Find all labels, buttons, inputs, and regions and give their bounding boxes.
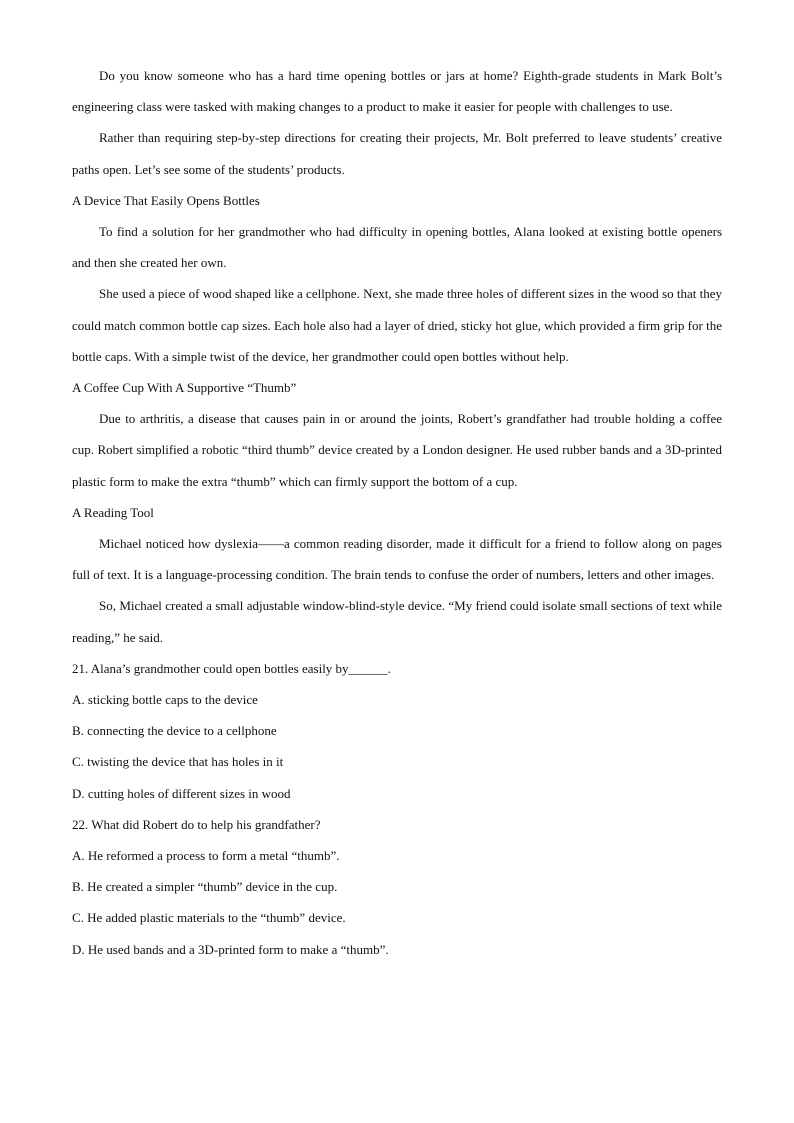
question-22-option-d: D. He used bands and a 3D-printed form to make a “thumb”. <box>72 941 389 957</box>
reading-tool-paragraph-1: Michael noticed how dyslexia——a common reading disorder, made it difficult for a friend to follow along on pages full of text. It is a language-processing condition. The brain tends to confuse the order of numbers, letters and other images. <box>72 536 722 583</box>
section-heading-coffee-cup: A Coffee Cup With A Supportive “Thumb” <box>72 380 297 396</box>
coffee-cup-paragraph-1: Due to arthritis, a disease that causes pain in or around the joints, Robert’s grandfather had trouble holding a coffee cup. Robert simplified a robotic “third thumb” device created by a London designer. He used rubber bands and a 3D-printed plastic form to make the extra “thumb” which can firmly support the bottom of a cup. <box>72 411 722 489</box>
section-heading-bottle-opener: A Device That Easily Opens Bottles <box>72 192 260 208</box>
question-21-option-d: D. cutting holes of different sizes in wood <box>72 785 291 801</box>
section-heading-reading-tool: A Reading Tool <box>72 504 154 520</box>
question-21-stem: 21. Alana’s grandmother could open bottles easily by______. <box>72 660 391 676</box>
question-21-option-b: B. connecting the device to a cellphone <box>72 723 277 739</box>
bottle-opener-paragraph-1: To find a solution for her grandmother who had difficulty in opening bottles, Alana looked at existing bottle openers and then she created her own. <box>72 224 722 271</box>
question-21-option-a: A. sticking bottle caps to the device <box>72 692 258 708</box>
reading-tool-paragraph-2: So, Michael created a small adjustable window-blind-style device. “My friend could isolate small sections of text while reading,” he said. <box>72 598 722 645</box>
question-22-option-c: C. He added plastic materials to the “thumb” device. <box>72 910 346 926</box>
intro-paragraph-2: Rather than requiring step-by-step directions for creating their projects, Mr. Bolt preferred to leave students’ creative paths open. Let’s see some of the students’ products. <box>72 130 722 177</box>
bottle-opener-paragraph-2: She used a piece of wood shaped like a cellphone. Next, she made three holes of different sizes in the wood so that they could match common bottle cap sizes. Each hole also had a layer of dried, sticky hot glue, which provided a firm grip for the bottle caps. With a simple twist of the device, her grandmother could open bottles without help. <box>72 286 722 364</box>
question-22-option-b: B. He created a simpler “thumb” device in the cup. <box>72 879 338 895</box>
question-22-stem: 22. What did Robert do to help his grandfather? <box>72 816 321 832</box>
question-22-option-a: A. He reformed a process to form a metal “thumb”. <box>72 848 340 864</box>
question-21-option-c: C. twisting the device that has holes in it <box>72 754 284 770</box>
document-page <box>72 60 722 965</box>
intro-paragraph-1: Do you know someone who has a hard time opening bottles or jars at home? Eighth-grade students in Mark Bolt’s engineering class were tasked with making changes to a product to make it easier for people with challenges to use. <box>72 68 722 115</box>
